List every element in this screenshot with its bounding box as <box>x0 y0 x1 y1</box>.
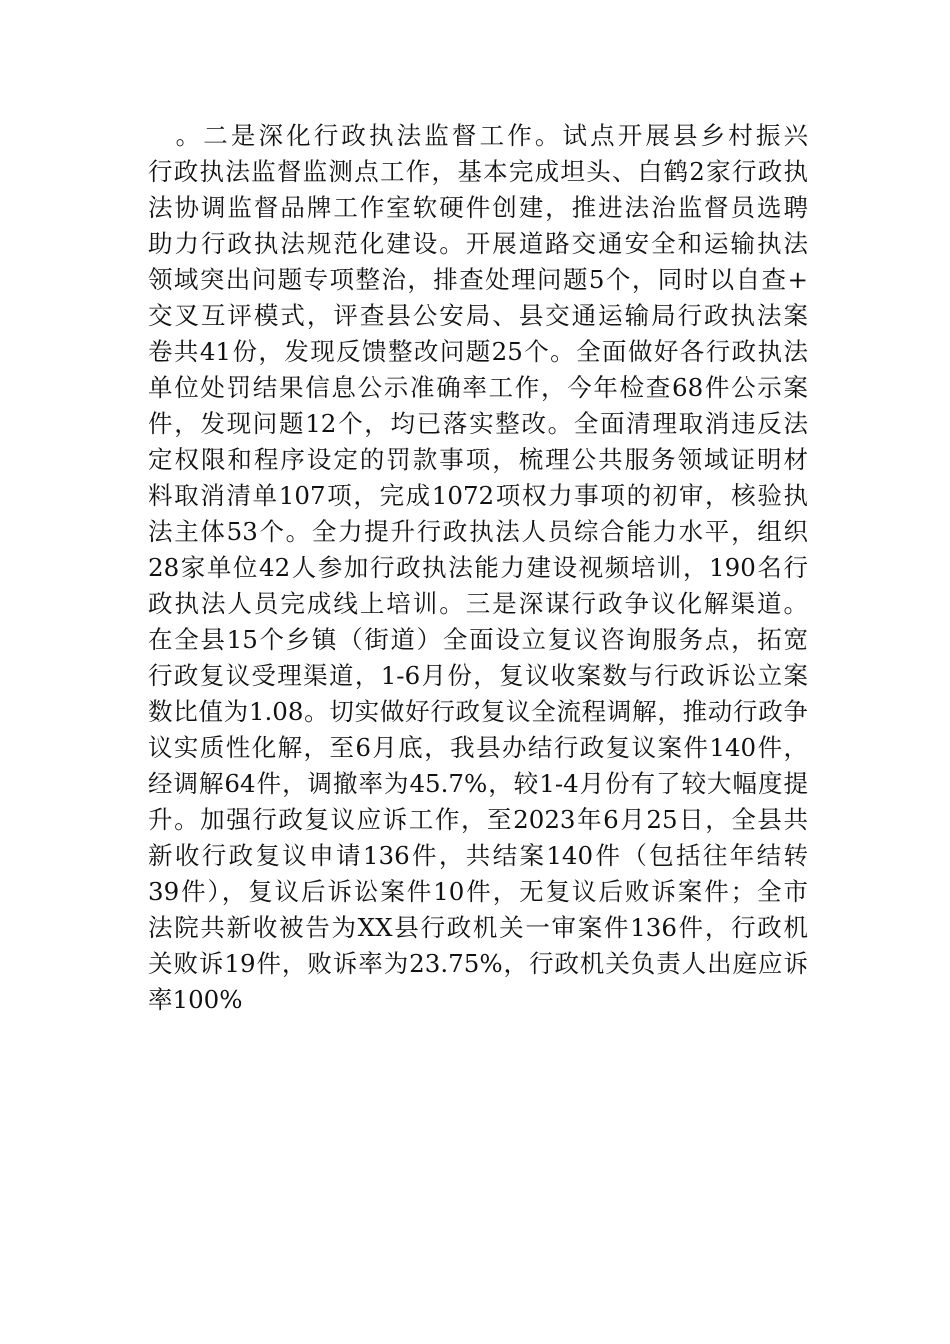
text-line: 率100% <box>148 985 243 1014</box>
body-paragraph <box>148 118 808 1018</box>
text-line: 政执法人员完成线上培训。三是深谋行政争议化解渠道。 <box>148 589 808 618</box>
text-line: 行政执法监督监测点工作，基本完成坦头、白鹤2家行政执 <box>148 157 808 186</box>
text-line: 卷共41份，发现反馈整改问题25个。全面做好各行政执法 <box>148 337 808 366</box>
text-line: 料取消清单107项，完成1072项权力事项的初审，核验执 <box>148 481 808 510</box>
text-line: 定权限和程序设定的罚款事项，梳理公共服务领域证明材 <box>148 445 808 474</box>
text-line: 件，发现问题12个，均已落实整改。全面清理取消违反法 <box>148 409 808 438</box>
text-line: 议实质性化解，至6月底，我县办结行政复议案件140件， <box>148 733 808 762</box>
text-line: 行政复议受理渠道，1-6月份，复议收案数与行政诉讼立案 <box>148 661 808 690</box>
text-line: 28家单位42人参加行政执法能力建设视频培训，190名行 <box>148 553 808 582</box>
text-line: 领域突出问题专项整治，排查处理问题5个，同时以自查+ <box>148 265 808 294</box>
text-line: 升。加强行政复议应诉工作，至2023年6月25日，全县共 <box>148 805 808 834</box>
text-line: 数比值为1.08。切实做好行政复议全流程调解，推动行政争 <box>148 697 808 726</box>
text-line: 助力行政执法规范化建设。开展道路交通安全和运输执法 <box>148 229 808 258</box>
text-line: 法院共新收被告为XX县行政机关一审案件136件，行政机 <box>148 913 808 942</box>
text-line: 经调解64件，调撤率为45.7%，较1-4月份有了较大幅度提 <box>148 769 808 798</box>
text-line: 在全县15个乡镇（街道）全面设立复议咨询服务点，拓宽 <box>148 625 808 654</box>
text-line: 法主体53个。全力提升行政执法人员综合能力水平，组织 <box>148 517 808 546</box>
text-line: 法协调监督品牌工作室软硬件创建，推进法治监督员选聘 <box>148 193 808 222</box>
text-line: 关败诉19件，败诉率为23.75%，行政机关负责人出庭应诉 <box>148 949 808 978</box>
text-line: 新收行政复议申请136件，共结案140件（包括往年结转 <box>148 841 808 870</box>
text-line: 交叉互评模式，评查县公安局、县交通运输局行政执法案 <box>148 301 808 330</box>
text-line: 39件），复议后诉讼案件10件，无复议后败诉案件；全市 <box>148 877 808 906</box>
text-line: 。二是深化行政执法监督工作。试点开展县乡村振兴 <box>148 121 808 150</box>
text-line: 单位处罚结果信息公示准确率工作，今年检查68件公示案 <box>148 373 808 402</box>
